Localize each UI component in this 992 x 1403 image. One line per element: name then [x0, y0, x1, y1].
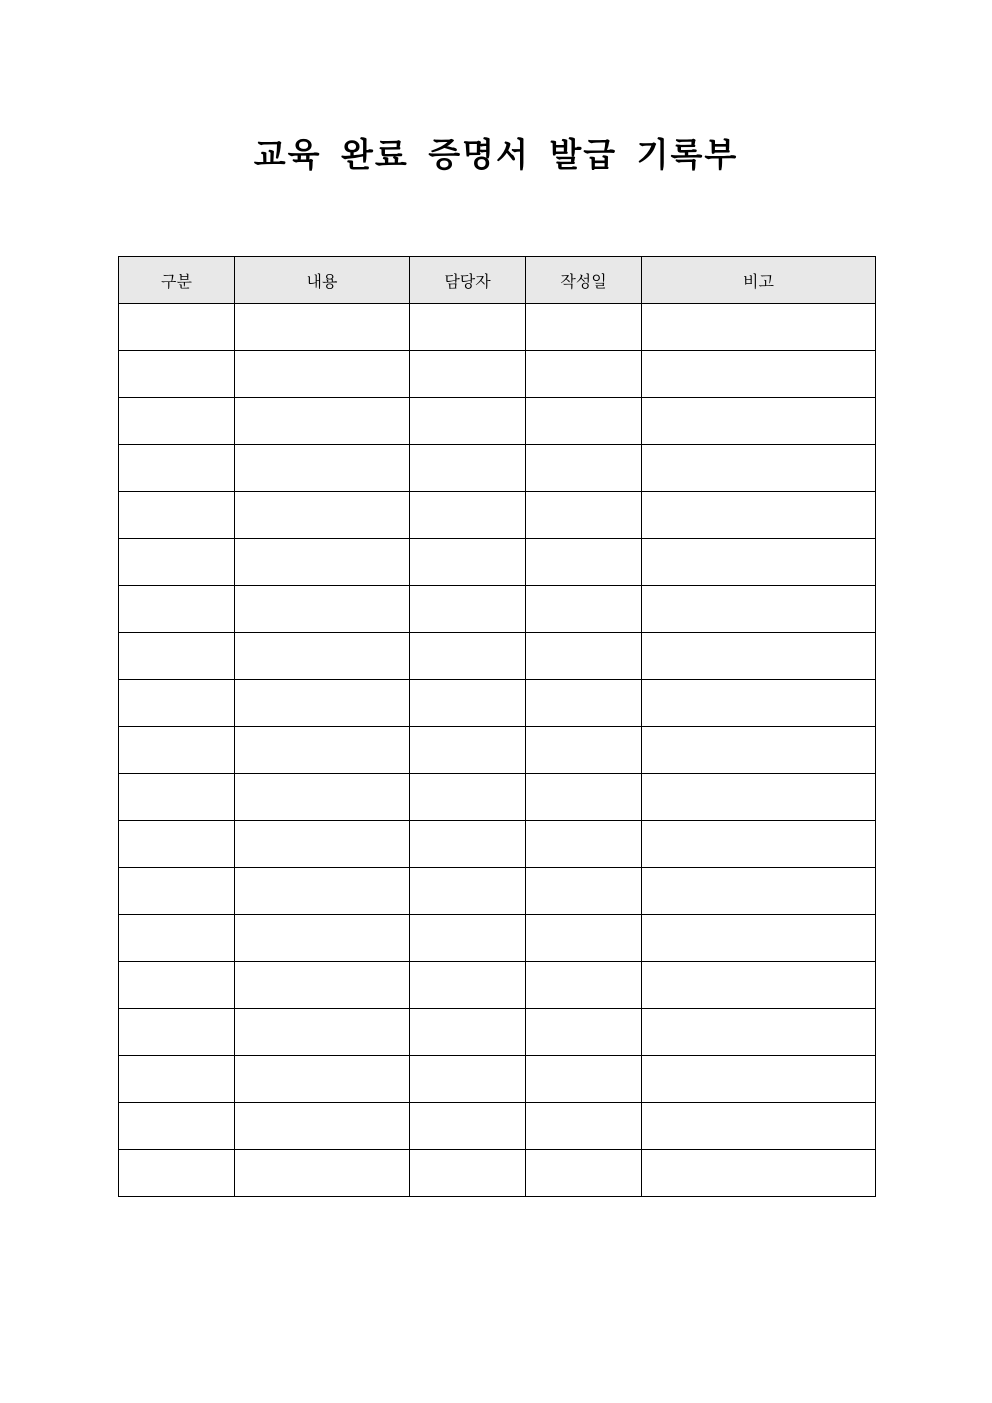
table-cell-person-in-charge[interactable] — [410, 1009, 526, 1056]
table-cell-person-in-charge[interactable] — [410, 821, 526, 868]
table-cell-date[interactable] — [526, 962, 642, 1009]
table-cell-category[interactable] — [119, 633, 235, 680]
table-row — [119, 1056, 876, 1103]
table-cell-remarks[interactable] — [642, 492, 876, 539]
table-cell-category[interactable] — [119, 398, 235, 445]
table-row — [119, 351, 876, 398]
table-cell-content[interactable] — [235, 351, 410, 398]
table-cell-category[interactable] — [119, 774, 235, 821]
table-cell-remarks[interactable] — [642, 962, 876, 1009]
table-cell-category[interactable] — [119, 539, 235, 586]
table-row — [119, 586, 876, 633]
table-cell-content[interactable] — [235, 492, 410, 539]
table-cell-content[interactable] — [235, 821, 410, 868]
table-cell-person-in-charge[interactable] — [410, 492, 526, 539]
table-cell-person-in-charge[interactable] — [410, 398, 526, 445]
table-cell-remarks[interactable] — [642, 633, 876, 680]
column-header-date: 작성일 — [526, 257, 642, 304]
table-cell-category[interactable] — [119, 586, 235, 633]
table-row — [119, 1103, 876, 1150]
column-header-remarks: 비고 — [642, 257, 876, 304]
table-cell-category[interactable] — [119, 1103, 235, 1150]
table-row — [119, 492, 876, 539]
table-cell-date[interactable] — [526, 821, 642, 868]
table-cell-date[interactable] — [526, 445, 642, 492]
table-cell-remarks[interactable] — [642, 445, 876, 492]
table-cell-person-in-charge[interactable] — [410, 774, 526, 821]
table-cell-date[interactable] — [526, 868, 642, 915]
table-cell-category[interactable] — [119, 304, 235, 351]
table-cell-person-in-charge[interactable] — [410, 351, 526, 398]
table-cell-person-in-charge[interactable] — [410, 304, 526, 351]
table-cell-person-in-charge[interactable] — [410, 680, 526, 727]
table-row — [119, 539, 876, 586]
table-cell-person-in-charge[interactable] — [410, 1056, 526, 1103]
table-cell-remarks[interactable] — [642, 1056, 876, 1103]
table-row — [119, 304, 876, 351]
table-cell-date[interactable] — [526, 1009, 642, 1056]
table-cell-content[interactable] — [235, 633, 410, 680]
table-cell-person-in-charge[interactable] — [410, 445, 526, 492]
table-cell-date[interactable] — [526, 633, 642, 680]
table-cell-date[interactable] — [526, 492, 642, 539]
table-cell-date[interactable] — [526, 1056, 642, 1103]
table-cell-category[interactable] — [119, 492, 235, 539]
table-cell-date[interactable] — [526, 539, 642, 586]
table-cell-category[interactable] — [119, 1150, 235, 1197]
table-cell-category[interactable] — [119, 680, 235, 727]
table-cell-content[interactable] — [235, 962, 410, 1009]
table-cell-remarks[interactable] — [642, 539, 876, 586]
table-row — [119, 445, 876, 492]
table-row — [119, 633, 876, 680]
table-cell-content[interactable] — [235, 398, 410, 445]
header-row — [119, 257, 876, 304]
table-cell-date[interactable] — [526, 727, 642, 774]
column-header-content: 내용 — [235, 257, 410, 304]
table-cell-content[interactable] — [235, 915, 410, 962]
table-cell-remarks[interactable] — [642, 727, 876, 774]
table-row — [119, 680, 876, 727]
table-cell-remarks[interactable] — [642, 680, 876, 727]
table-row — [119, 398, 876, 445]
table-cell-remarks[interactable] — [642, 774, 876, 821]
page-title: 교육 완료 증명서 발급 기록부 — [253, 135, 739, 174]
table-cell-category[interactable] — [119, 915, 235, 962]
table-cell-date[interactable] — [526, 351, 642, 398]
table-cell-content[interactable] — [235, 1150, 410, 1197]
table-cell-remarks[interactable] — [642, 915, 876, 962]
table-row — [119, 821, 876, 868]
table-cell-date[interactable] — [526, 915, 642, 962]
table-row — [119, 868, 876, 915]
table-cell-content[interactable] — [235, 539, 410, 586]
table-cell-content[interactable] — [235, 445, 410, 492]
table-cell-content[interactable] — [235, 868, 410, 915]
table-cell-person-in-charge[interactable] — [410, 586, 526, 633]
table-cell-person-in-charge[interactable] — [410, 727, 526, 774]
table-cell-person-in-charge[interactable] — [410, 868, 526, 915]
column-header-person-in-charge: 담당자 — [410, 257, 526, 304]
table-cell-date[interactable] — [526, 774, 642, 821]
table-cell-person-in-charge[interactable] — [410, 539, 526, 586]
record-table — [118, 256, 876, 1197]
table-cell-content[interactable] — [235, 680, 410, 727]
table-cell-person-in-charge[interactable] — [410, 633, 526, 680]
table-cell-content[interactable] — [235, 727, 410, 774]
record-table-body — [119, 304, 876, 1197]
table-cell-category[interactable] — [119, 868, 235, 915]
table-cell-content[interactable] — [235, 1009, 410, 1056]
table-cell-remarks[interactable] — [642, 868, 876, 915]
table-cell-remarks[interactable] — [642, 304, 876, 351]
table-cell-content[interactable] — [235, 1056, 410, 1103]
table-cell-category[interactable] — [119, 962, 235, 1009]
column-header-category: 구분 — [119, 257, 235, 304]
table-cell-person-in-charge[interactable] — [410, 1103, 526, 1150]
table-cell-content[interactable] — [235, 774, 410, 821]
table-cell-content[interactable] — [235, 1103, 410, 1150]
table-cell-date[interactable] — [526, 1103, 642, 1150]
table-row — [119, 962, 876, 1009]
table-cell-date[interactable] — [526, 398, 642, 445]
table-cell-category[interactable] — [119, 821, 235, 868]
table-cell-category[interactable] — [119, 1056, 235, 1103]
table-cell-category[interactable] — [119, 1009, 235, 1056]
table-cell-date[interactable] — [526, 304, 642, 351]
table-cell-person-in-charge[interactable] — [410, 1150, 526, 1197]
table-row — [119, 727, 876, 774]
table-cell-date[interactable] — [526, 586, 642, 633]
table-cell-content[interactable] — [235, 586, 410, 633]
table-cell-remarks[interactable] — [642, 398, 876, 445]
table-cell-remarks[interactable] — [642, 821, 876, 868]
table-cell-date[interactable] — [526, 1150, 642, 1197]
table-row — [119, 774, 876, 821]
table-cell-category[interactable] — [119, 445, 235, 492]
table-row — [119, 1009, 876, 1056]
table-cell-content[interactable] — [235, 304, 410, 351]
table-row — [119, 1150, 876, 1197]
table-cell-remarks[interactable] — [642, 1009, 876, 1056]
table-row — [119, 915, 876, 962]
table-cell-person-in-charge[interactable] — [410, 915, 526, 962]
table-cell-category[interactable] — [119, 727, 235, 774]
table-cell-remarks[interactable] — [642, 351, 876, 398]
table-cell-remarks[interactable] — [642, 586, 876, 633]
table-cell-category[interactable] — [119, 351, 235, 398]
table-cell-person-in-charge[interactable] — [410, 962, 526, 1009]
table-cell-remarks[interactable] — [642, 1103, 876, 1150]
table-cell-remarks[interactable] — [642, 1150, 876, 1197]
table-cell-date[interactable] — [526, 680, 642, 727]
